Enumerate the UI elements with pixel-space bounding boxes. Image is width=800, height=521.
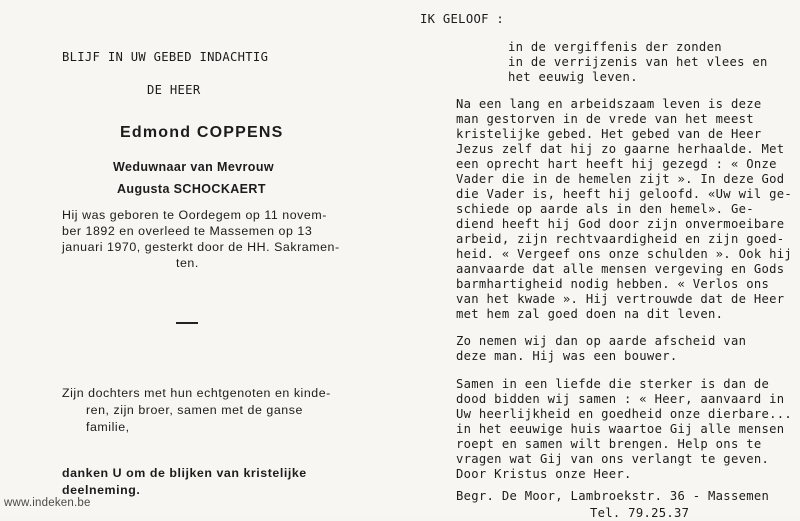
text-line: Vader die in de hemelen zijt ». In deze God: [456, 172, 785, 186]
widower-line: Weduwnaar van Mevrouw: [113, 160, 274, 174]
text-line: Na een lang en arbeidszaam leven is deze: [456, 97, 762, 111]
bio-line: Hij was geboren te Oordegem op 11 novem-: [62, 208, 327, 222]
text-line: kristelijke gebed. Het gebed van de Heer: [456, 127, 762, 141]
text-line: man gestorven in de vrede van het meest: [456, 112, 754, 126]
right-panel: [410, 0, 800, 518]
printer-line: Begr. De Moor, Lambroekstr. 36 - Massemen: [456, 489, 770, 503]
spouse-name: Augusta SCHOCKAERT: [117, 182, 266, 196]
separator-dash: [176, 322, 198, 324]
watermark: www.indeken.be: [4, 497, 91, 509]
creed-line: in de vergiffenis der zonden: [508, 40, 722, 54]
header-de-heer: DE HEER: [147, 83, 201, 97]
family-line: ren, zijn broer, samen met de ganse: [86, 403, 303, 417]
text-line: aanvaarde dat alle mensen vergeving en Gods: [456, 262, 785, 276]
bio-line: ten.: [176, 256, 199, 270]
prayer-line: Samen in een liefde die sterker is dan de: [456, 377, 770, 391]
creed-line: het eeuwig leven.: [508, 70, 638, 84]
text-line: barmhartigheid nodig hebben. « Verlos ons: [456, 277, 770, 291]
text-line: met hem zal goed doen na dit leven.: [456, 307, 724, 321]
prayer-line: roept en samen wilt brengen. Help ons te: [456, 437, 762, 451]
text-line: Zo nemen wij dan op aarde afscheid van: [456, 334, 747, 348]
bio-line: ber 1892 en overleed te Massemen op 13: [62, 224, 313, 238]
text-line: Jezus zelf dat hij zo gaarne herhaalde. Met: [456, 142, 785, 156]
creed-title: IK GELOOF :: [420, 12, 505, 26]
creed-line: in de verrijzenis van het vlees en: [508, 55, 768, 69]
family-line: Zijn dochters met hun echtgenoten en kinde-: [62, 386, 331, 400]
text-line: schiede op aarde als in den hemel». Ge-: [456, 202, 754, 216]
bio-line: januari 1970, gesterkt door de HH. Sakramen-: [62, 240, 340, 254]
prayer-line: Uw heerlijkheid en goedheid onze dierbare...: [456, 407, 793, 421]
prayer-line: vragen wat Gij van ons verlangt te geven.: [456, 452, 770, 466]
family-line: familie,: [86, 420, 130, 434]
prayer-line: Door Kristus onze Heer.: [456, 467, 632, 481]
text-line: deze man. Hij was een bouwer.: [456, 349, 678, 363]
phone-line: Tel. 79.25.37: [590, 506, 690, 520]
text-line: diend heeft hij God door zijn onvermoeibare: [456, 217, 785, 231]
deceased-name: Edmond COPPENS: [120, 124, 284, 141]
text-line: arbeid, zijn rechtvaardigheid en zijn goed-: [456, 232, 785, 246]
text-line: een oprecht hart heeft hij gezegd : « Onze: [456, 157, 777, 171]
prayer-line: in het eeuwige huis waartoe Gij alle mensen: [456, 422, 785, 436]
thanks-line: danken U om de blijken van kristelijke: [62, 466, 307, 480]
thanks-line: deelneming.: [62, 483, 141, 497]
text-line: van het kwade ». Hij vertrouwde dat de Heer: [456, 292, 785, 306]
text-line: heid. « Vergeef ons onze schulden ». Ook hij: [456, 247, 793, 261]
prayer-line: dood bidden wij samen : « Heer, aanvaard in: [456, 392, 785, 406]
header-remember: BLIJF IN UW GEBED INDACHTIG: [62, 50, 269, 64]
text-line: die Vader is, heeft hij geloofd. «Uw wil ge-: [456, 187, 793, 201]
